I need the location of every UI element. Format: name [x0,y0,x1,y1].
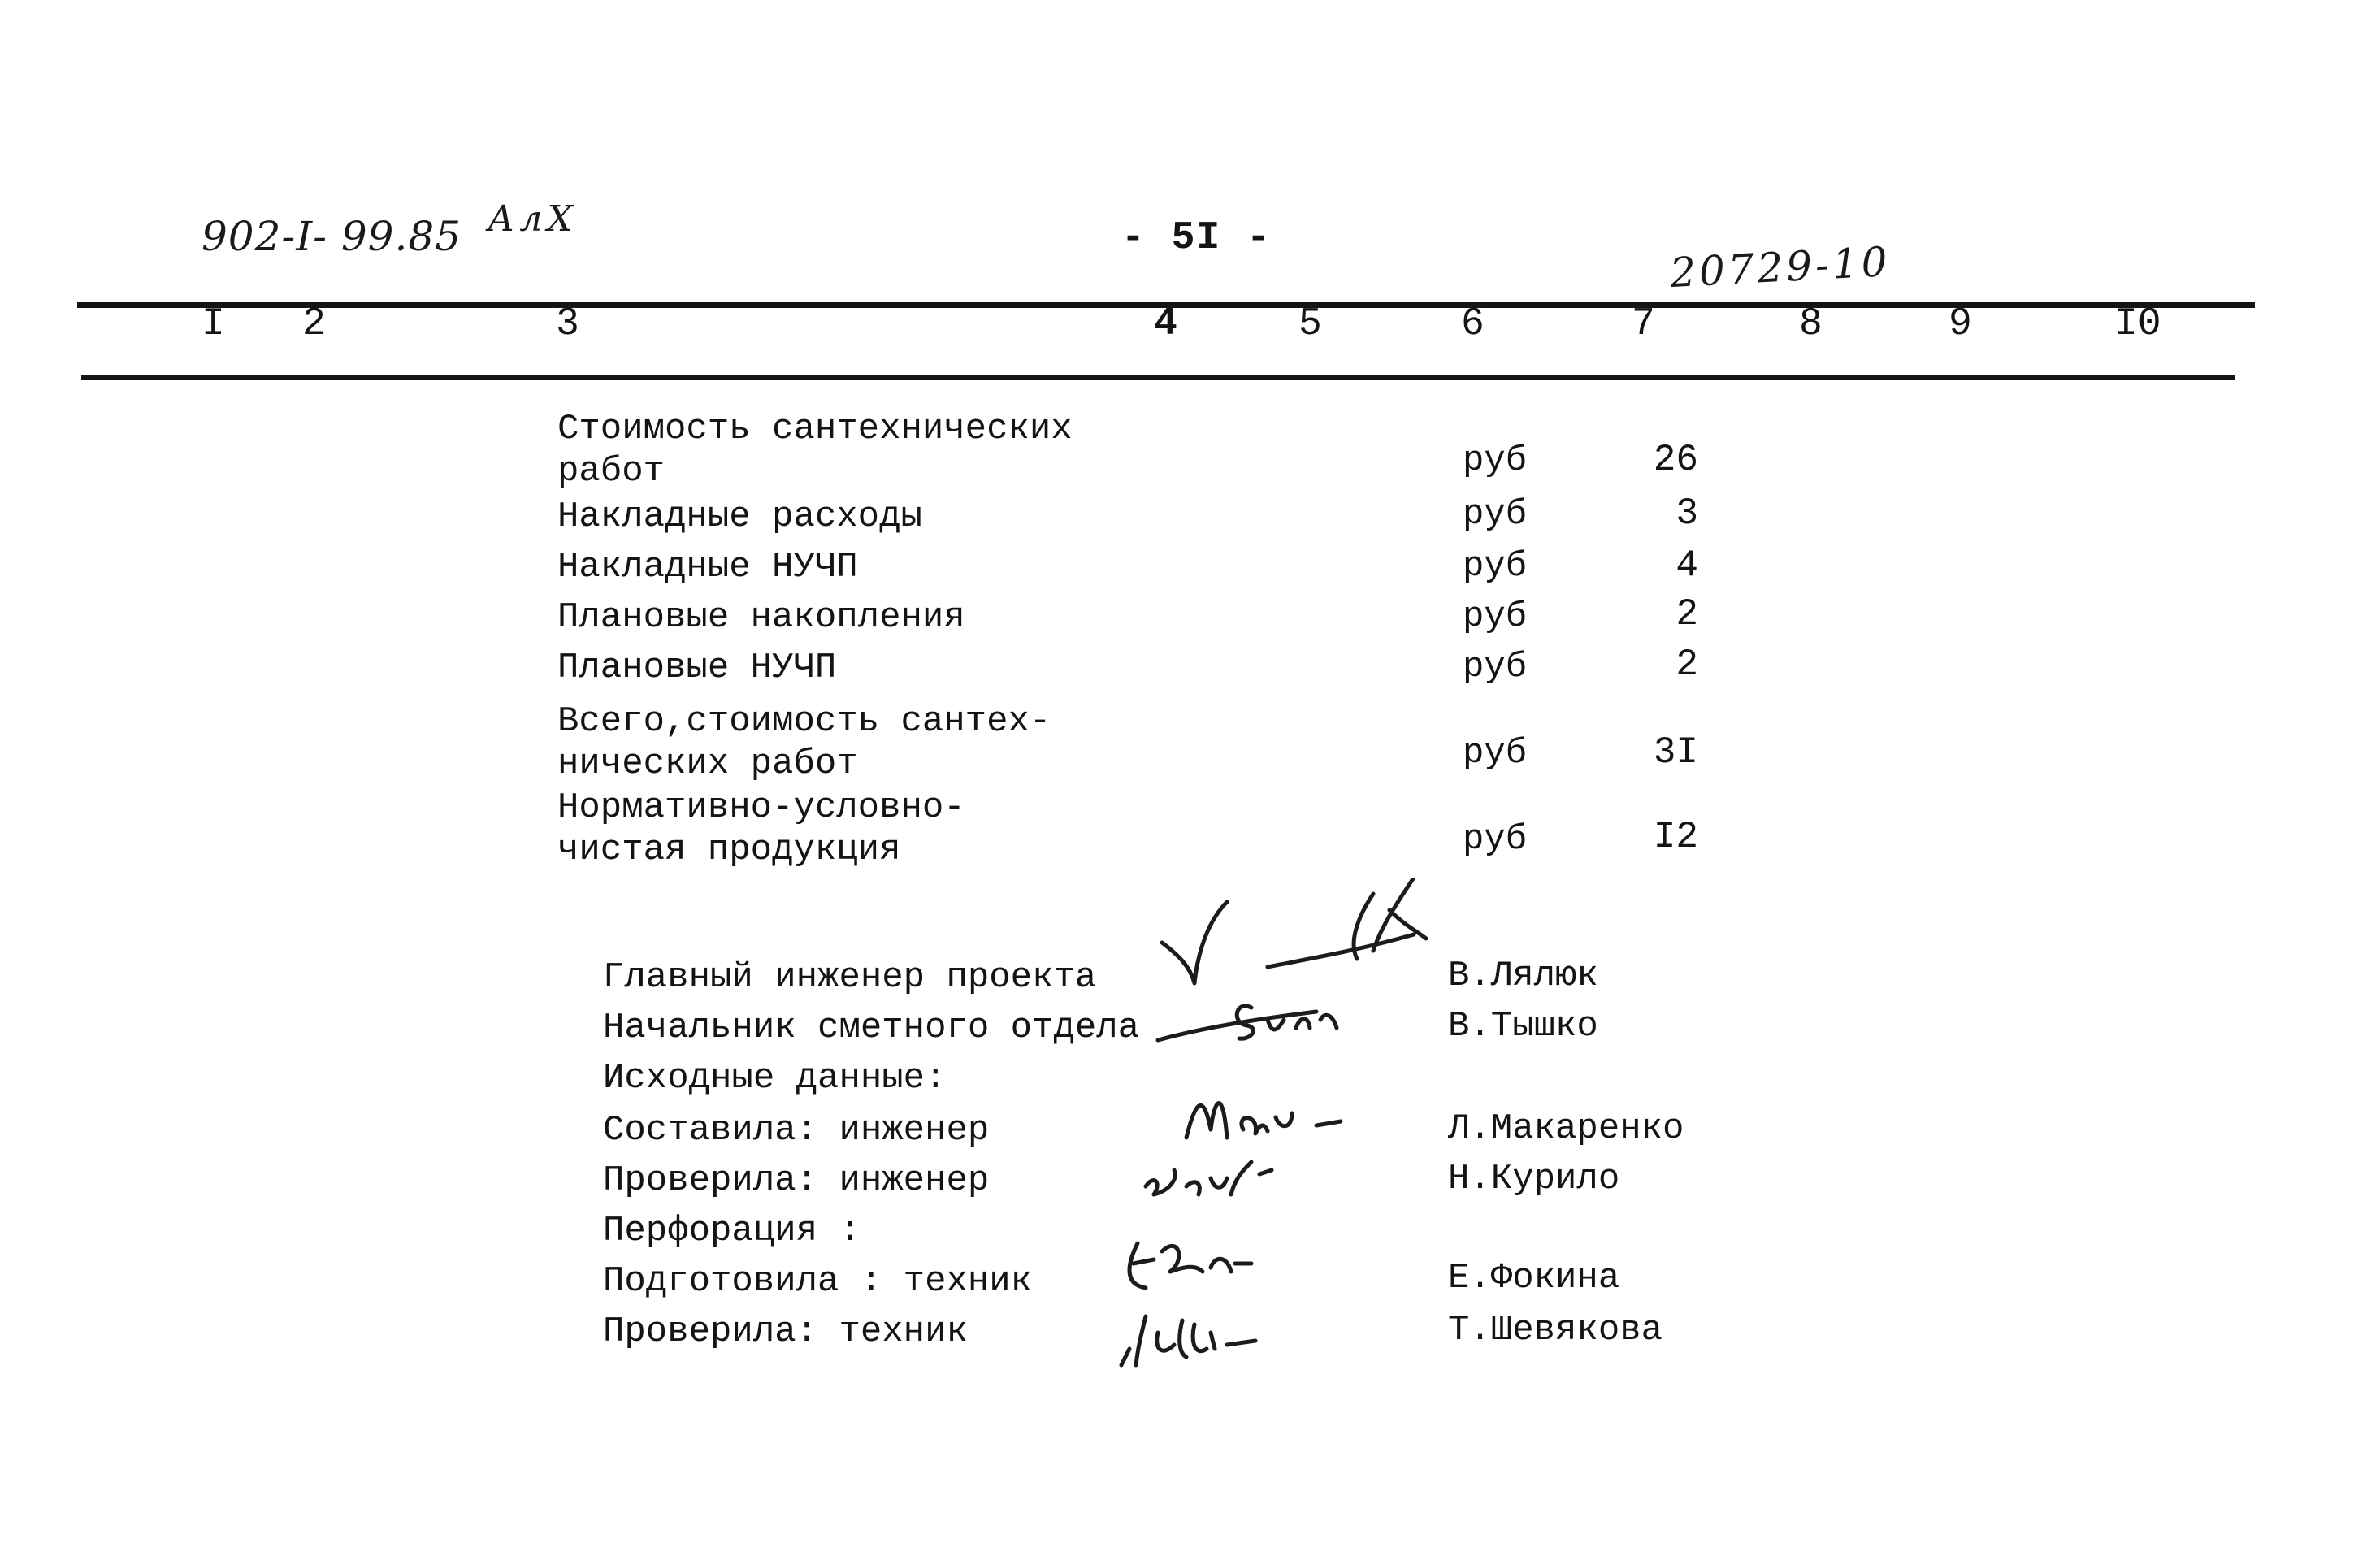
row-value: 4 [1676,544,1698,587]
document-code-suffix: АлХ [488,198,578,240]
row-description: Плановые НУЧП [557,648,837,688]
signature-role: Составила: инженер [603,1110,990,1151]
row-unit: руб [1463,819,1528,860]
signature-role: Проверила: техник [603,1311,968,1352]
signature-role: Начальник сметного отдела [603,1008,1140,1048]
row-value: 3I [1653,731,1698,774]
row-description: Нормативно-условно-чистая продукция [557,787,965,870]
row-description: Всего,стоимость сантех-ничеcких работ [557,701,1051,784]
row-unit: руб [1463,733,1528,774]
column-number-7: 7 [1632,302,1655,346]
signature-role: Перфорация : [603,1211,861,1251]
signature-name: Н.Курило [1448,1159,1620,1199]
column-number-9: 9 [1949,302,1972,346]
column-number-6: 6 [1461,302,1485,346]
signature-name: В.Лялюк [1448,956,1598,996]
handwritten-signature [1146,878,1454,991]
column-number-5: 5 [1298,302,1322,346]
row-unit: руб [1463,440,1528,481]
row-value: 26 [1653,439,1698,481]
handwritten-signature [1113,1300,1292,1373]
page-number: - 5I - [1121,216,1272,260]
signature-name: Т.Шевякова [1448,1310,1663,1350]
handwritten-signature [1121,1227,1284,1300]
row-unit: руб [1463,647,1528,687]
row-unit: руб [1463,596,1528,637]
row-unit: руб [1463,494,1528,535]
row-description: Накладные расходы [557,496,922,537]
column-number-3: 3 [556,302,579,346]
signature-name: В.Тышко [1448,1006,1598,1047]
archive-number: 20729-10 [1668,237,1892,297]
row-value: 3 [1676,492,1698,535]
handwritten-signature [1178,1081,1373,1154]
column-number-10: I0 [2114,302,2161,346]
signature-role: Главный инженер проекта [603,957,1097,998]
row-unit: руб [1463,546,1528,587]
column-number-8: 8 [1799,302,1823,346]
column-number-2: 2 [302,302,326,346]
signature-name: Е.Фокина [1448,1258,1620,1298]
signature-name: Л.Макаренко [1448,1108,1684,1149]
handwritten-signature [1138,1146,1300,1211]
row-description: Стоимость сантехнических работ [557,409,1073,492]
signature-role: Подготовила : техник [603,1261,1033,1302]
row-value: 2 [1676,644,1698,686]
signature-role: Проверила: инженер [603,1160,990,1201]
row-value: 2 [1676,593,1698,635]
document-code: 902-I- 99.85 [202,213,462,260]
handwritten-signature [1154,983,1373,1048]
column-number-1: I [202,302,225,346]
row-value: I2 [1653,816,1698,858]
signature-role: Исходные данные: [603,1058,947,1099]
column-number-4: 4 [1154,302,1177,346]
header-rule-bottom [81,375,2235,380]
row-description: Накладные НУЧП [557,547,858,587]
row-description: Плановые накопления [557,597,965,638]
